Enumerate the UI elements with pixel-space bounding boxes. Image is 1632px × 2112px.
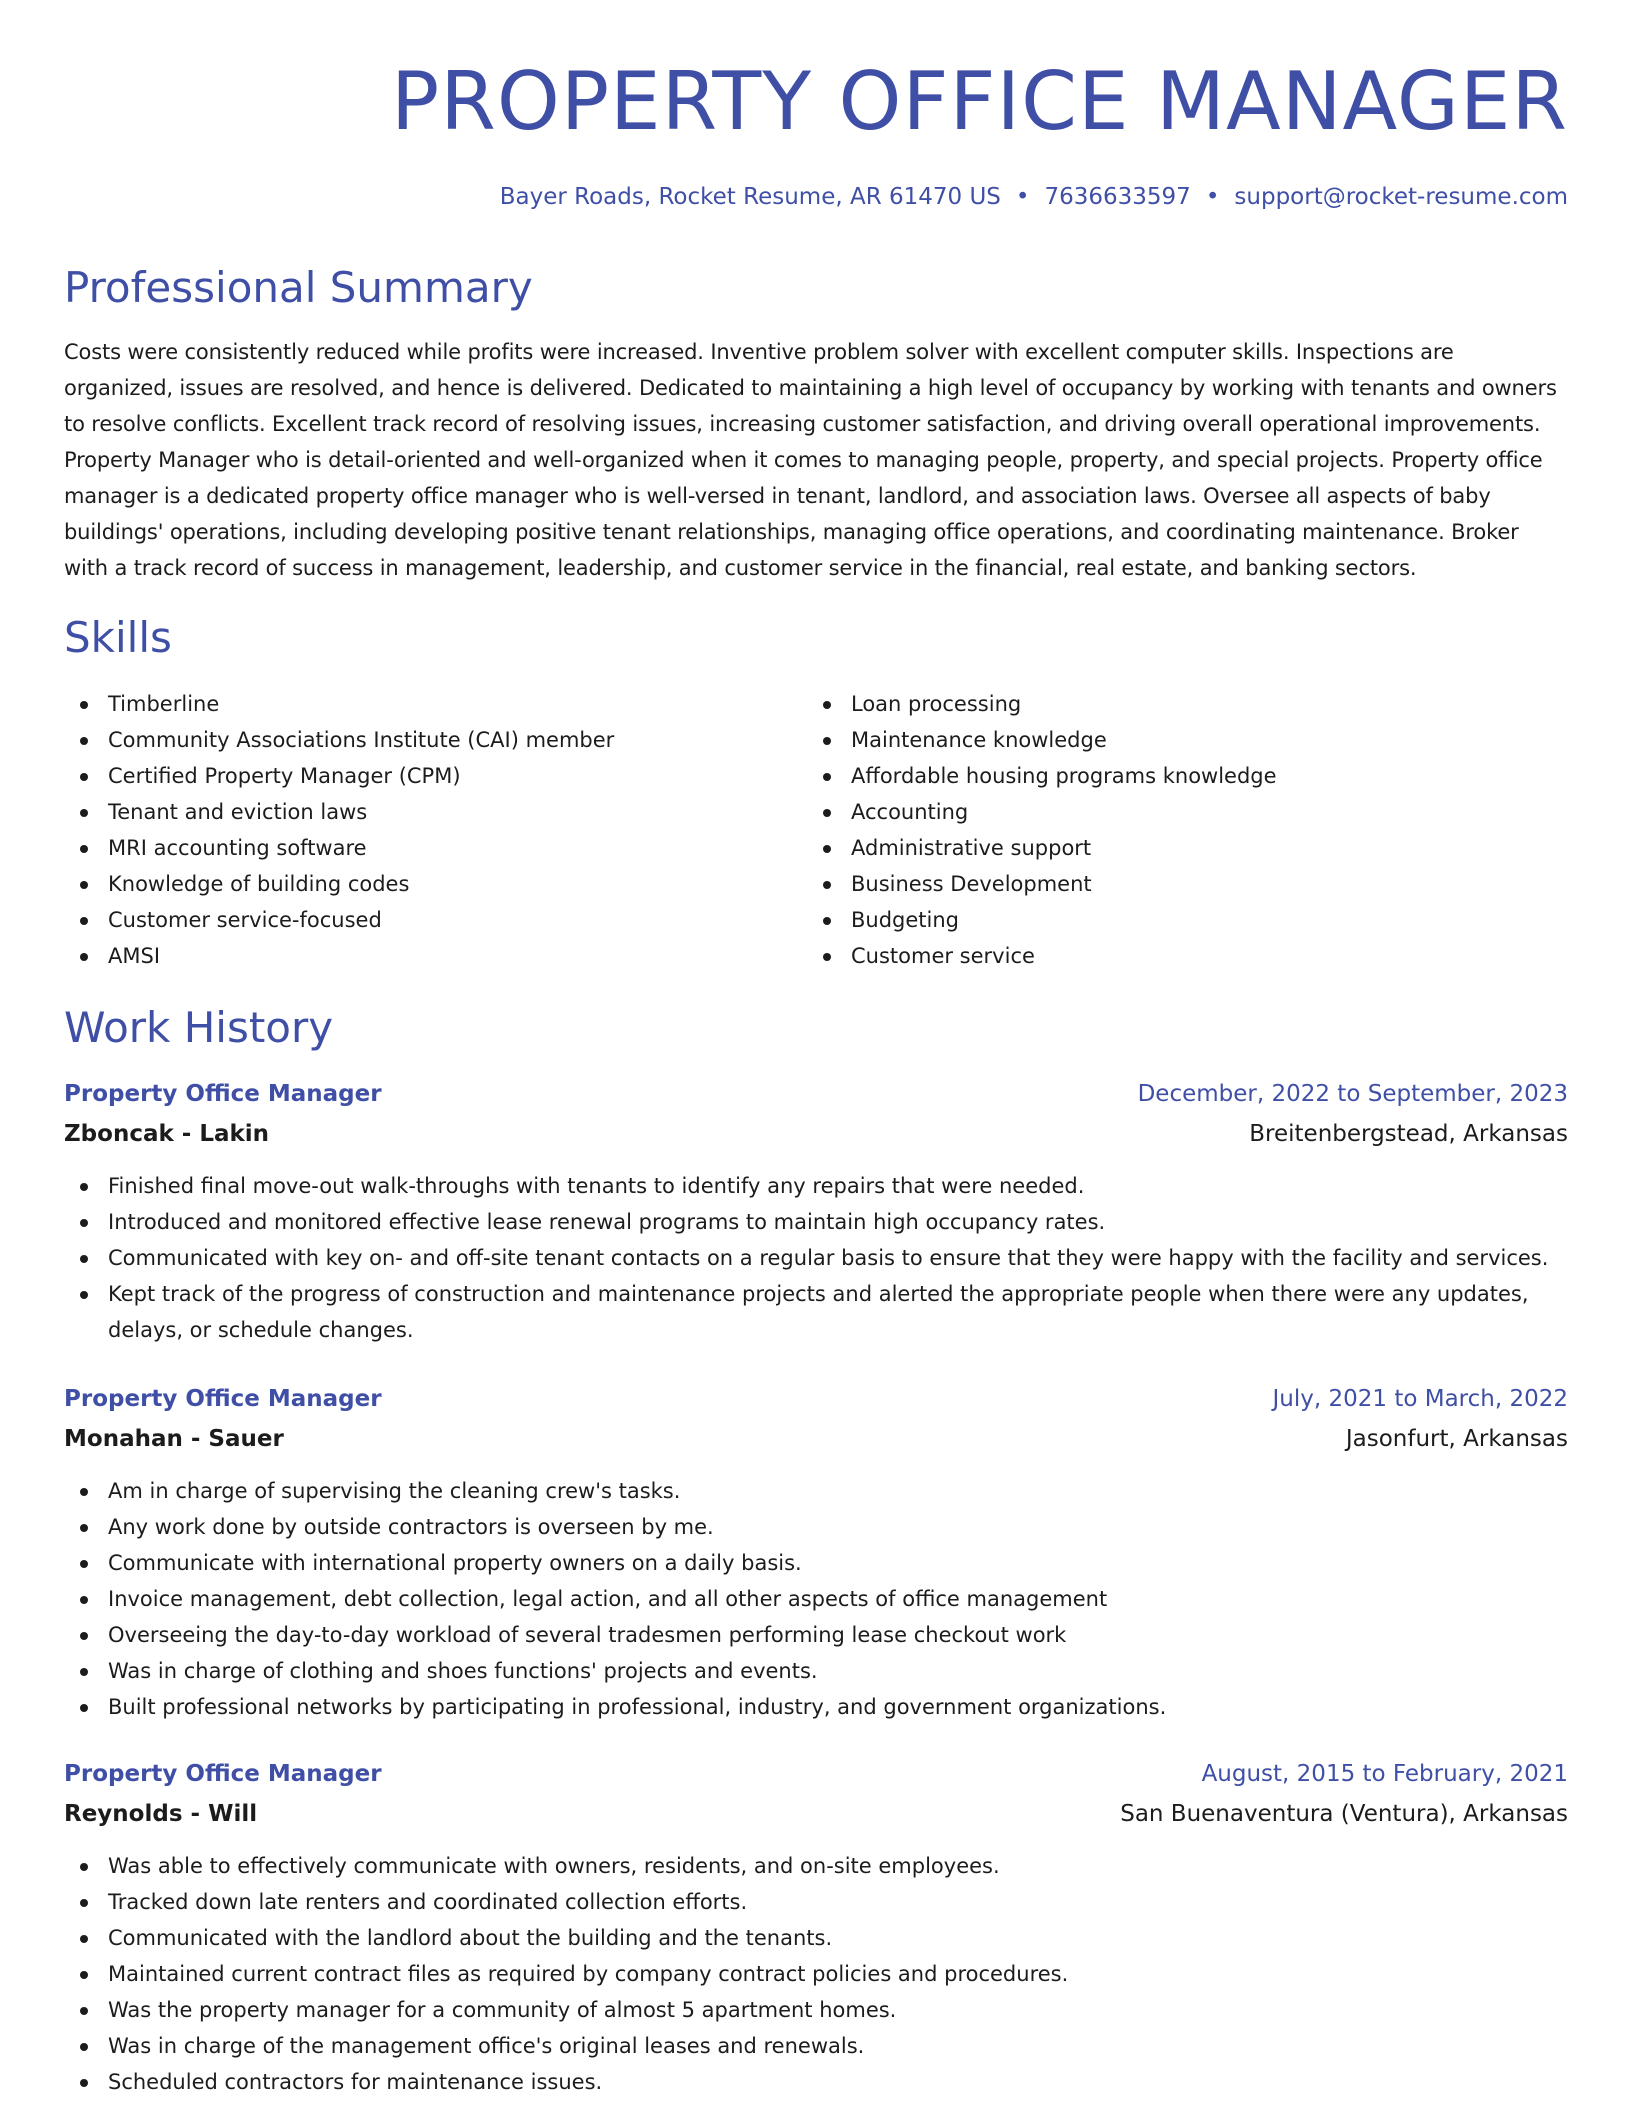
job-bullet: Communicated with the landlord about the building and the tenants.	[64, 1920, 1568, 1956]
skill-item: MRI accounting software	[64, 830, 614, 866]
skill-item: Customer service	[807, 938, 1277, 974]
job-location: Breitenbergstead, Arkansas	[1249, 1121, 1568, 1147]
job-bullet: Am in charge of supervising the cleaning crew's tasks.	[64, 1473, 1568, 1509]
contact-email[interactable]: support@rocket-resume.com	[1234, 184, 1568, 210]
job-bullets	[64, 1168, 1568, 1348]
job-bullet: Finished final move-out walk-throughs with tenants to identify any repairs that were needed.	[64, 1168, 1568, 1204]
job-title: Property Office Manager	[64, 1761, 382, 1787]
skills-heading: Skills	[64, 613, 172, 662]
skill-item: Administrative support	[807, 830, 1277, 866]
contact-line	[500, 180, 1568, 214]
job-bullets	[64, 1848, 1568, 2100]
job-bullet: Tracked down late renters and coordinated collection efforts.	[64, 1884, 1568, 1920]
skill-item: Community Associations Institute (CAI) member	[64, 722, 614, 758]
job-bullet: Invoice management, debt collection, legal action, and all other aspects of office management	[64, 1581, 1568, 1617]
contact-separator: •	[1015, 184, 1030, 210]
job-company: Reynolds - Will	[64, 1801, 258, 1827]
skills-list-right	[807, 686, 1277, 974]
job-entry	[64, 1076, 1568, 1348]
job-bullet: Maintained current contract files as required by company contract policies and procedures.	[64, 1956, 1568, 1992]
job-bullet: Was in charge of the management office's original leases and renewals.	[64, 2028, 1568, 2064]
job-dates: December, 2022 to September, 2023	[1137, 1081, 1568, 1107]
summary-heading: Professional Summary	[64, 263, 533, 312]
job-bullet: Communicate with international property owners on a daily basis.	[64, 1545, 1568, 1581]
skill-item: Maintenance knowledge	[807, 722, 1277, 758]
skill-item: Loan processing	[807, 686, 1277, 722]
summary-text: Costs were consistently reduced while profits were increased. Inventive problem solver with excellent computer skills. Inspections are organized, issues are resolved, and hence is delivered. Dedicated to maintaining a high level of occupancy by working with tenants and owners to resolve conflicts. Excellent track record of resolving issues, increasing customer satisfaction, and driving overall operational improvements. Property Manager who is detail-oriented and well-organized when it comes to managing people, property, and special projects. Property office manager is a dedicated property office manager who is well-versed in tenant, landlord, and association laws. Oversee all aspects of baby buildings' operations, including developing positive tenant relationships, managing office operations, and coordinating maintenance. Broker with a track record of success in management, leadership, and customer service in the financial, real estate, and banking sectors.	[64, 340, 1557, 580]
resume-name: PROPERTY OFFICE MANAGER	[391, 55, 1568, 148]
job-bullet: Kept track of the progress of construction and maintenance projects and alerted the appropriate people when there were any updates, delays, or schedule changes.	[64, 1276, 1568, 1348]
skill-item: Tenant and eviction laws	[64, 794, 614, 830]
contact-address: Bayer Roads, Rocket Resume, AR 61470 US	[499, 184, 1001, 210]
job-company: Monahan - Sauer	[64, 1426, 284, 1452]
skill-item: AMSI	[64, 938, 614, 974]
skill-item: Customer service-focused	[64, 902, 614, 938]
job-title: Property Office Manager	[64, 1081, 382, 1107]
job-company: Zboncak - Lakin	[64, 1121, 270, 1147]
job-location: Jasonfurt, Arkansas	[1345, 1426, 1568, 1452]
job-bullet: Was in charge of clothing and shoes functions' projects and events.	[64, 1653, 1568, 1689]
skill-item: Knowledge of building codes	[64, 866, 614, 902]
contact-phone[interactable]: 7636633597	[1044, 184, 1191, 210]
job-bullet: Overseeing the day-to-day workload of several tradesmen performing lease checkout work	[64, 1617, 1568, 1653]
job-bullets	[64, 1473, 1568, 1725]
skill-item: Budgeting	[807, 902, 1277, 938]
work-history-heading: Work History	[64, 1003, 334, 1052]
job-title: Property Office Manager	[64, 1386, 382, 1412]
job-dates: August, 2015 to February, 2021	[1201, 1761, 1568, 1787]
job-entry	[64, 1756, 1568, 2100]
skill-item: Affordable housing programs knowledge	[807, 758, 1277, 794]
skill-item: Business Development	[807, 866, 1277, 902]
job-location: San Buenaventura (Ventura), Arkansas	[1120, 1801, 1568, 1827]
skill-item: Timberline	[64, 686, 614, 722]
contact-separator: •	[1205, 184, 1220, 210]
skills-list-left	[64, 686, 614, 974]
job-bullet: Scheduled contractors for maintenance issues.	[64, 2064, 1568, 2100]
job-entry	[64, 1381, 1568, 1725]
skill-item: Certified Property Manager (CPM)	[64, 758, 614, 794]
job-dates: July, 2021 to March, 2022	[1272, 1386, 1568, 1412]
job-bullet: Was the property manager for a community of almost 5 apartment homes.	[64, 1992, 1568, 2028]
job-bullet: Was able to effectively communicate with owners, residents, and on-site employees.	[64, 1848, 1568, 1884]
skill-item: Accounting	[807, 794, 1277, 830]
job-bullet: Communicated with key on- and off-site tenant contacts on a regular basis to ensure that they were happy with the facility and services.	[64, 1240, 1568, 1276]
job-bullet: Introduced and monitored effective lease renewal programs to maintain high occupancy rates.	[64, 1204, 1568, 1240]
job-bullet: Built professional networks by participating in professional, industry, and government organizations.	[64, 1689, 1568, 1725]
job-bullet: Any work done by outside contractors is overseen by me.	[64, 1509, 1568, 1545]
